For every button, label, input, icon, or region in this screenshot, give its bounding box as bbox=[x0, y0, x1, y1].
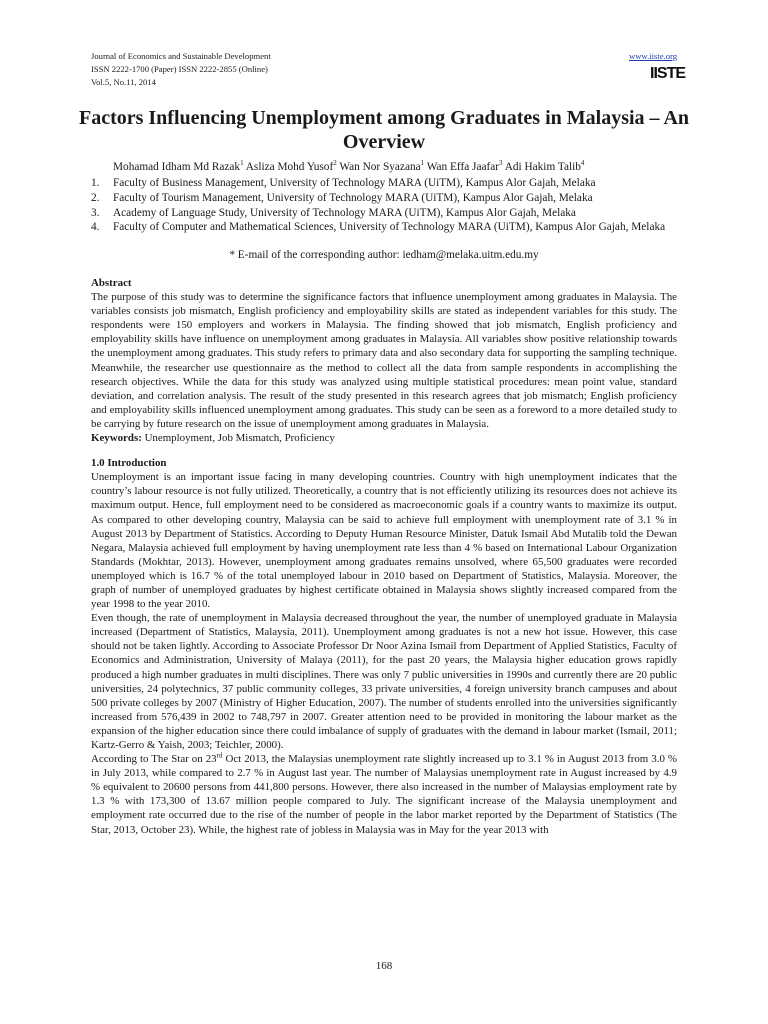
author-list bbox=[113, 160, 673, 174]
keywords-text: Unemployment, Job Mismatch, Proficiency bbox=[144, 432, 335, 445]
author-affil-mark: 2 bbox=[333, 159, 337, 168]
keywords-line bbox=[91, 431, 677, 445]
author-affil-mark: 1 bbox=[420, 159, 425, 168]
intro-p3-start: According to The Star on 23 bbox=[91, 753, 217, 766]
intro-p3-rest: Oct 2013, the Malaysias unemployment rate slightly increased up to 3.1 % in August 2013 from 3.0 % in July 2013, while compared to 2.7 % in August last year. The number of Malaysias unemployment rate in August increased by 4.9 % equivalent to 20600 persons from 441,800 persons. However, there also increased in the number of Malaysias employment rate by 1.3 % with 173,300 of 13.67 million people compared to July. The significant increase of the Malaysia unemployment and employment rate occurred due to the rise of the number of people in the labor market reported by the Department of Statistics (The Star, 2013, October 23). While, the highest rate of jobless in Malaysia was in May for the year 2013 with bbox=[91, 753, 677, 836]
affiliation-text: Academy of Language Study, University of Technology MARA (UiTM), Kampus Alor Gajah, Melaka bbox=[113, 206, 576, 219]
abstract-heading: Abstract bbox=[91, 277, 132, 289]
affiliation-item bbox=[91, 206, 677, 221]
affiliation-number: 1. bbox=[91, 177, 100, 189]
keywords-label: Keywords: bbox=[91, 432, 142, 445]
page-number: 168 bbox=[375, 960, 393, 972]
intro-p3-ordinal: rd bbox=[216, 751, 223, 760]
author-name: Wan Nor Syazana bbox=[339, 161, 421, 173]
intro-paragraph-2: Even though, the rate of unemployment in Malaysia decreased throughout the year, the number of unemployed graduate in Malaysia increased (Department of Statistics, Malaysia, 2011). Unemployment among graduates is not a new hot issue. However, this case should not be taken lightly. According to Associate Professor Dr Noor Azina Ismail from Department of Applied Statistics, Faculty of Economics and Administration, University of Malaya (2011), for the past 20 years, the Malaysia higher education grows rapidly produced a high number graduates in multi disciplines. There was only 7 public universities in 1990s and currently there are 20 public universities, 24 polytechnics, 37 public community colleges, 33 private universities, 4 foreign university branch campuses and about 500 private colleges by 2007 (Ministry of Higher Education, 2007). The number of students enrolled into the universities significantly increased from 576,439 in 2002 to 748,797 in 2007. Greater attention need to be provided in monitoring the labour market as the expansion of the higher education since there could imbalance of supply of graduates with the demand in labour market (Ismail, 2011; Kartz-Gerro & Yaish, 2003; Teichler, 2000). bbox=[91, 612, 677, 751]
journal-url-link[interactable]: www.iiste.org bbox=[629, 51, 677, 61]
affiliation-text: Faculty of Computer and Mathematical Sciences, University of Technology MARA (UiTM), Kampus Alor Gajah, Melaka bbox=[113, 221, 666, 234]
author-affil-mark: 1 bbox=[240, 159, 244, 168]
iiste-logo: IISTE bbox=[650, 65, 686, 82]
intro-paragraph-1: Unemployment is an important issue facing in many developing countries. Country with high unemployment indicates that the country’s labour resource is not fully utilized. Theoretically, a country that is not efficiently utilizing its resources does not achieve its maximum output. Hence, full employment need to be considered as macroeconomic goals if a country wants to maximize its output. As compared to other developing country, Malaysia can be said to achieve full employment with unemployment rate of 3.1 % in August 2013 by Department of Statistics. According to Deputy Human Resource Minister, Datuk Ismail Abd Mutalib told the Dewan Negara, Malaysia achieved full employment by having unemployment rate less than 4 % based on International Labour Organization Standards (Mokhtar, 2013). However, unemployment among graduates remains unsolved, where 65,500 graduates were recorded unemployed which is 16.7 % of the total unemployed labour in 2010 based on Department of Statistics, Malaysia. Moreover, the graph of number of unemployed graduates by highest certificate obtained in Malaysia shows slightly increased compared from the year 1998 to the year 2010. bbox=[91, 471, 677, 611]
paper-title: Factors Influencing Unemployment among Graduates in Malaysia – An Overview bbox=[78, 107, 690, 153]
affiliation-list bbox=[91, 176, 677, 235]
author-name: Wan Effa Jaafar bbox=[426, 161, 500, 173]
author-name: Adi Hakim Talib bbox=[504, 161, 581, 173]
section-gap bbox=[91, 445, 677, 456]
affiliation-number: 2. bbox=[91, 191, 100, 204]
journal-header bbox=[91, 50, 686, 96]
journal-volume: Vol.5, No.11, 2014 bbox=[91, 77, 156, 87]
affiliation-text: Faculty of Business Management, University of Technology MARA (UiTM), Kampus Alor Gajah, Melaka bbox=[113, 177, 596, 189]
affiliation-item bbox=[91, 220, 677, 235]
affiliation-number: 4. bbox=[91, 221, 100, 234]
author-affil-mark: 4 bbox=[580, 159, 585, 168]
affiliation-text: Faculty of Tourism Management, University of Technology MARA (UiTM), Kampus Alor Gajah, Melaka bbox=[113, 191, 593, 204]
author-name: Mohamad Idham Md Razak bbox=[113, 161, 241, 173]
author-name: Asliza Mohd Yusof bbox=[245, 161, 334, 173]
journal-issn: ISSN 2222-1700 (Paper) ISSN 2222-2855 (Online) bbox=[91, 64, 268, 74]
intro-paragraph-3 bbox=[91, 752, 677, 837]
journal-name: Journal of Economics and Sustainable Development bbox=[91, 51, 271, 61]
introduction-heading: 1.0 Introduction bbox=[91, 457, 167, 470]
affiliation-item bbox=[91, 191, 677, 206]
journal-meta bbox=[91, 50, 271, 89]
abstract-text: The purpose of this study was to determine the significance factors that influence unemployment among graduates in Malaysia. The variables consists job mismatch, English proficiency and employability skills are stated as independent variables for this study. The respondents were 150 employers and workers in Malaysia. The finding showed that job mismatch, English proficiency and employability skills have influence on unemployment among graduates in Malaysia. All variables show positive relationship towards the unemployment among graduates. This study refers to primary data and also secondary data for supporting the sampling technique. Meanwhile, the researcher use questionnaire as the method to collect all the data from sample respondents in accomplishing the research objectives. While the data for this study was analyzed using multiple statistical procedures: mean point value, standard deviation, and correlation analysis. The result of the study presented in this research agrees that job mismatch; English proficiency and employability skills influenced unemployment among graduates. This study can be seen as a foreword to a more detailed study to be carrying by future research on the issue of unemployment among graduates in Malaysia. bbox=[91, 291, 677, 430]
affiliation-item bbox=[91, 176, 677, 191]
paper-body bbox=[91, 276, 677, 837]
affiliation-number: 3. bbox=[91, 206, 100, 219]
corresponding-email: * E-mail of the corresponding author: iedham@melaka.uitm.edu.my bbox=[229, 249, 539, 261]
author-affil-mark: 3 bbox=[499, 159, 503, 168]
